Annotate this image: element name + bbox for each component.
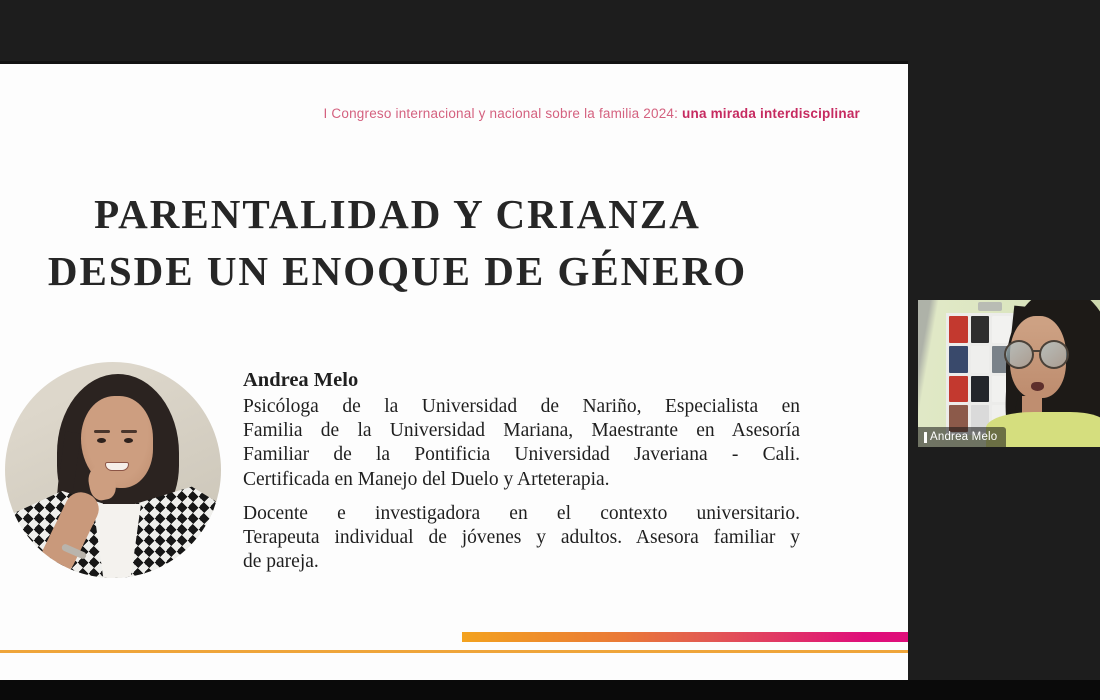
congress-header-bold: una mirada interdisciplinar	[682, 106, 860, 121]
congress-header	[0, 106, 860, 121]
presentation-slide	[0, 64, 908, 680]
accent-gradient-bar	[462, 632, 908, 642]
background-vent	[978, 302, 1002, 311]
participant-mouth	[1031, 382, 1044, 391]
bio-paragraph-1: Psicóloga de la Universidad de Nariño, Especialista en Familia de la Universidad Mariana, Maestrante en Asesoría Familiar de la Pontificia Universidad Javeriana - Cali. Certificada en Manejo del Duelo y Arteterapia.	[243, 396, 800, 490]
slide-title-line1: PARENTALIDAD Y CRIANZA	[94, 191, 701, 237]
speaker-photo	[5, 362, 221, 578]
congress-header-regular: I Congreso internacional y nacional sobre la familia 2024:	[323, 106, 683, 121]
speaker-bio	[243, 369, 800, 573]
slide-title-line2: DESDE UN ENOQUE DE GÉNERO	[47, 248, 748, 294]
participant-name-tag	[918, 427, 1006, 447]
glasses-icon	[1002, 340, 1072, 370]
participant-name-label: Andrea Melo	[930, 431, 998, 443]
accent-underline	[0, 650, 908, 653]
letterbox-bar	[0, 680, 1100, 700]
bio-paragraph-2: Docente e investigadora en el contexto universitario. Terapeuta individual de jóvenes y adultos. Asesora familiar y de pareja.	[243, 503, 800, 573]
participant-video-tile[interactable]	[918, 300, 1100, 447]
slide-title	[0, 186, 795, 300]
speaker-name: Andrea Melo	[243, 369, 359, 391]
